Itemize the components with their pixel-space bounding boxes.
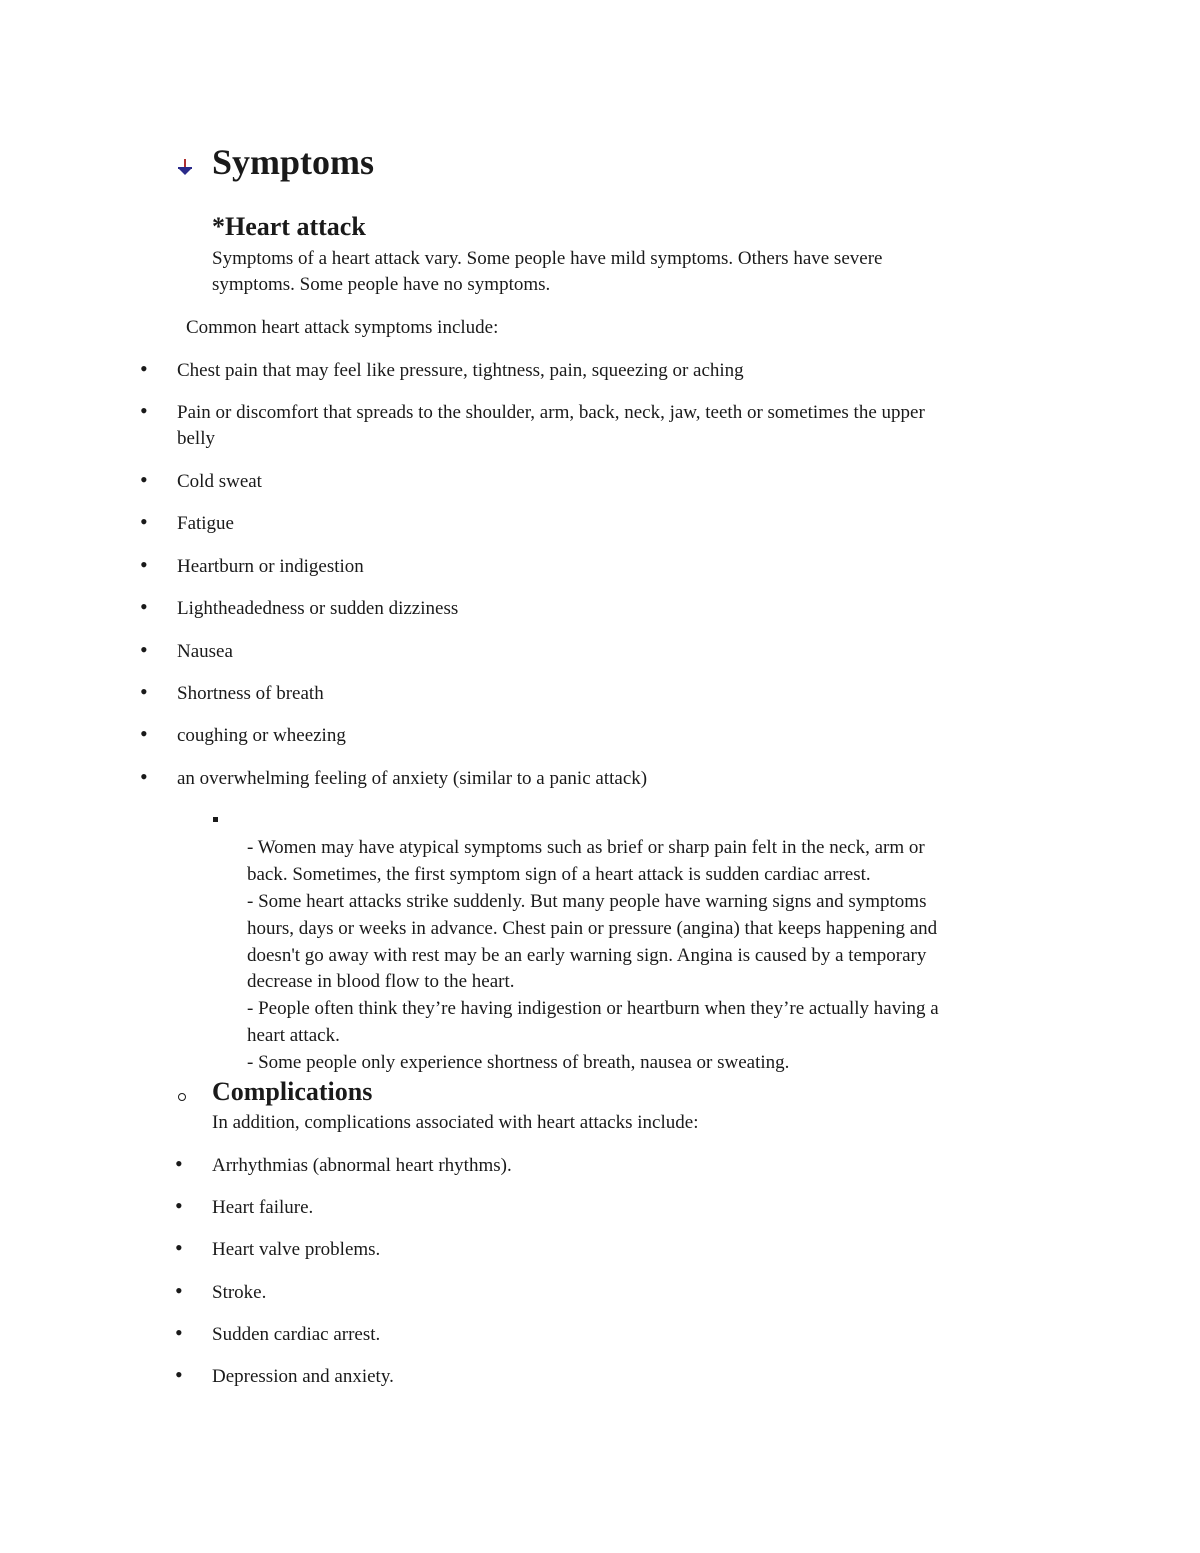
circle-bullet-icon bbox=[178, 1093, 186, 1101]
heart-attack-heading: *Heart attack bbox=[212, 212, 366, 241]
bullet-icon: • bbox=[140, 509, 148, 534]
complications-intro: In addition, complications associated with heart attacks include: bbox=[212, 1112, 699, 1133]
page-title: Symptoms bbox=[212, 142, 375, 182]
note-line: - Some heart attacks strike suddenly. But many people have warning signs and symptoms bbox=[247, 891, 927, 912]
note-line: back. Sometimes, the first symptom sign of a heart attack is sudden cardiac arrest. bbox=[247, 864, 871, 885]
list-item-continued: belly bbox=[177, 428, 215, 449]
arrow-bullet-icon bbox=[176, 158, 194, 176]
bullet-icon: • bbox=[140, 679, 148, 704]
list-item: Chest pain that may feel like pressure, tightness, pain, squeezing or aching bbox=[177, 360, 744, 381]
bullet-icon: • bbox=[140, 721, 148, 746]
bullet-icon: • bbox=[140, 398, 148, 423]
bullet-icon: • bbox=[140, 764, 148, 789]
list-item: Arrhythmias (abnormal heart rhythms). bbox=[212, 1155, 512, 1176]
note-line: - Some people only experience shortness of breath, nausea or sweating. bbox=[247, 1052, 790, 1073]
intro-line-2: symptoms. Some people have no symptoms. bbox=[212, 274, 551, 295]
list-item: Cold sweat bbox=[177, 471, 262, 492]
bullet-icon: • bbox=[140, 552, 148, 577]
bullet-icon: • bbox=[175, 1320, 183, 1345]
list-item: Lightheadedness or sudden dizziness bbox=[177, 598, 459, 619]
square-bullet-icon bbox=[213, 817, 218, 822]
note-line: hours, days or weeks in advance. Chest pain or pressure (angina) that keeps happening and bbox=[247, 918, 938, 939]
list-item: Pain or discomfort that spreads to the shoulder, arm, back, neck, jaw, teeth or sometimes the upper bbox=[177, 402, 925, 423]
bullet-icon: • bbox=[140, 356, 148, 381]
bullet-icon: • bbox=[175, 1193, 183, 1218]
common-symptoms-label: Common heart attack symptoms include: bbox=[186, 317, 499, 338]
note-line: doesn't go away with rest may be an early warning sign. Angina is caused by a temporary bbox=[247, 945, 927, 966]
bullet-icon: • bbox=[140, 594, 148, 619]
bullet-icon: • bbox=[175, 1278, 183, 1303]
list-item: coughing or wheezing bbox=[177, 725, 346, 746]
list-item: Nausea bbox=[177, 641, 233, 662]
bullet-icon: • bbox=[175, 1235, 183, 1260]
list-item: Heart valve problems. bbox=[212, 1239, 381, 1260]
complications-heading: Complications bbox=[212, 1077, 373, 1106]
note-line: decrease in blood flow to the heart. bbox=[247, 971, 515, 992]
bullet-icon: • bbox=[175, 1151, 183, 1176]
bullet-icon: • bbox=[140, 637, 148, 662]
note-line: - Women may have atypical symptoms such as brief or sharp pain felt in the neck, arm or bbox=[247, 837, 925, 858]
list-item: Sudden cardiac arrest. bbox=[212, 1324, 381, 1345]
bullet-icon: • bbox=[175, 1362, 183, 1387]
list-item: Depression and anxiety. bbox=[212, 1366, 394, 1387]
list-item: Shortness of breath bbox=[177, 683, 324, 704]
list-item: an overwhelming feeling of anxiety (similar to a panic attack) bbox=[177, 768, 648, 789]
list-item: Stroke. bbox=[212, 1282, 267, 1303]
list-item: Heartburn or indigestion bbox=[177, 556, 364, 577]
note-line: - People often think they’re having indigestion or heartburn when they’re actually having a bbox=[247, 998, 939, 1019]
list-item: Heart failure. bbox=[212, 1197, 314, 1218]
note-line: heart attack. bbox=[247, 1025, 340, 1046]
intro-line-1: Symptoms of a heart attack vary. Some people have mild symptoms. Others have severe bbox=[212, 248, 883, 269]
bullet-icon: • bbox=[140, 467, 148, 492]
list-item: Fatigue bbox=[177, 513, 234, 534]
